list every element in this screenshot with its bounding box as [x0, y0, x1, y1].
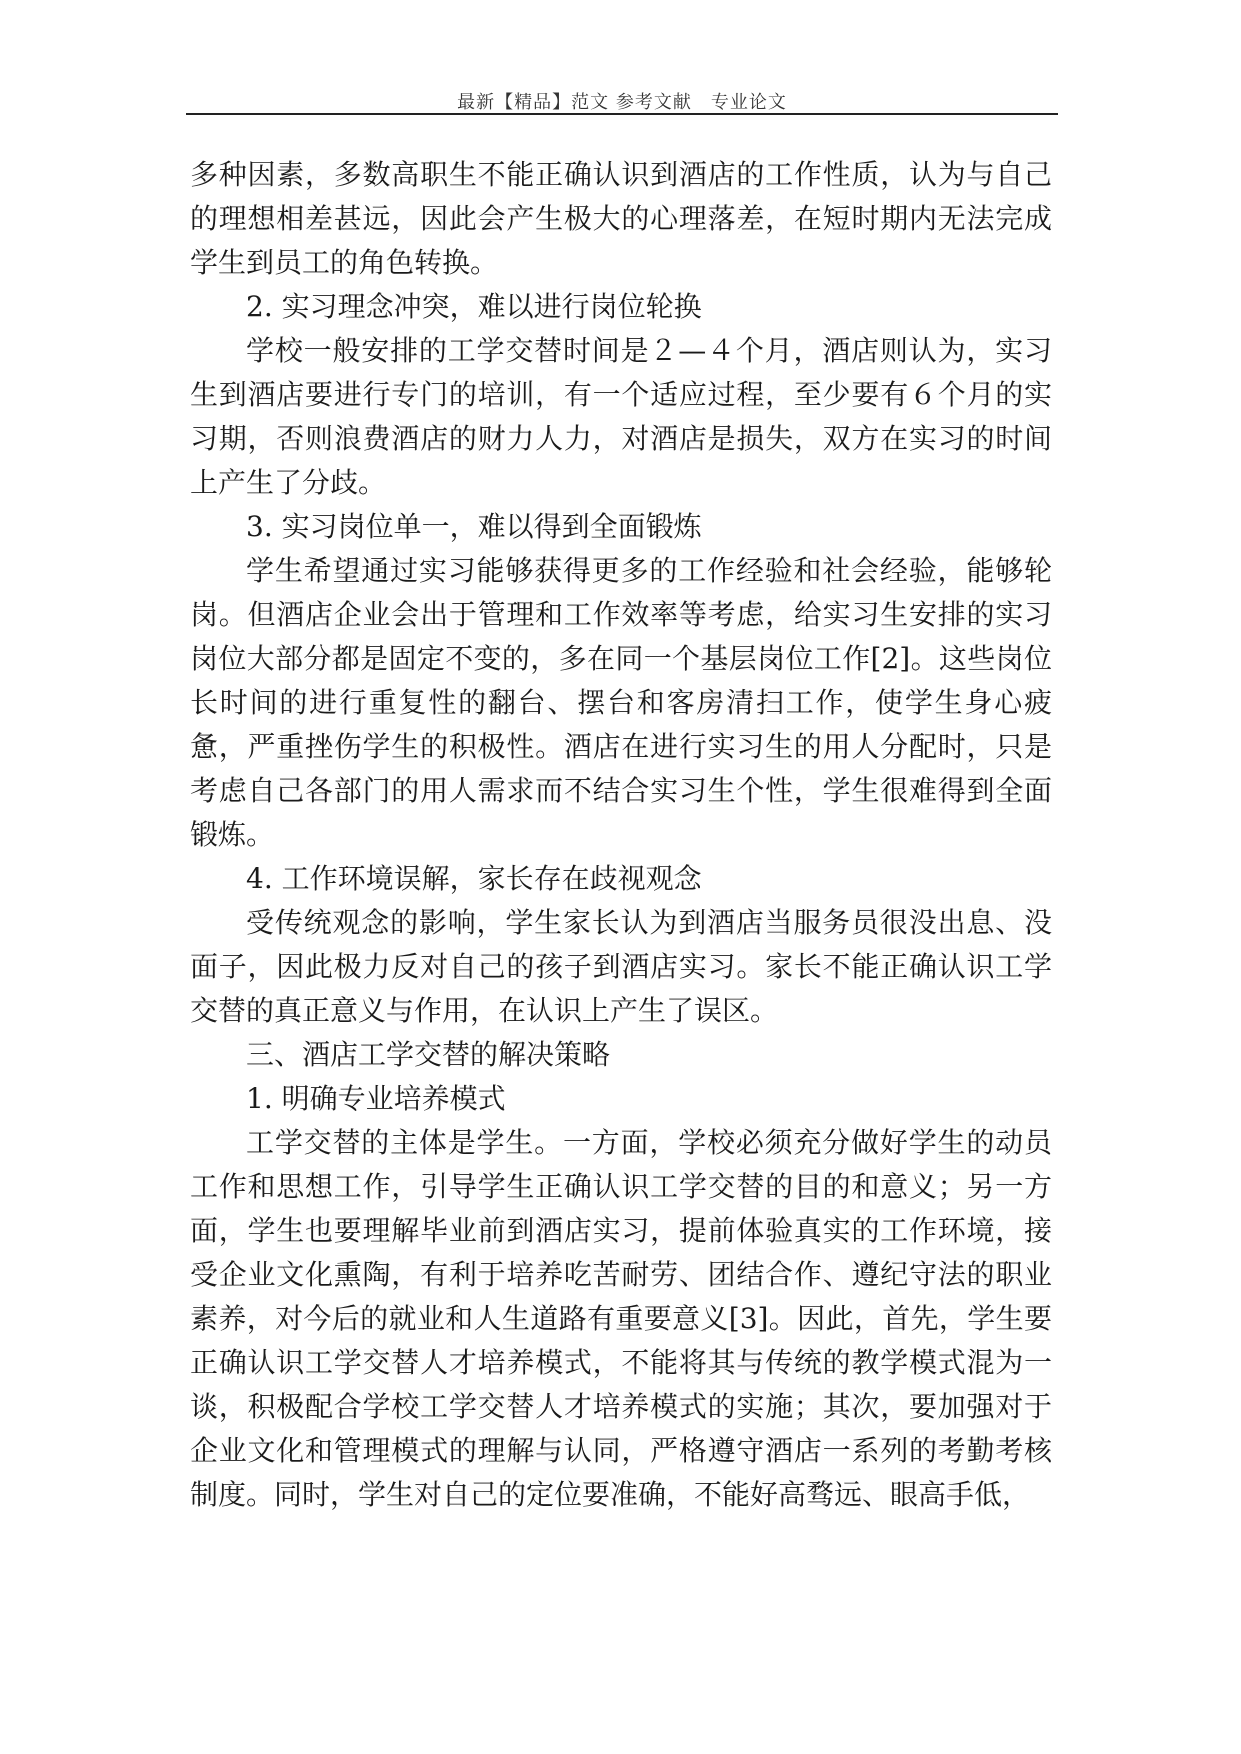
section-heading: 3. 实习岗位单一，难以得到全面锻炼 [246, 510, 702, 543]
paragraph: 学生希望通过实习能够获得更多的工作经验和社会经验，能够轮岗。但酒店企业会出于管理和工作效率等考虑，给实习生安排的实习岗位大部分都是固定不变的，多在同一个基层岗位工作[2]。这些岗位长时间的进行重复性的翻台、摆台和客房清扫工作，使学生身心疲惫，严重挫伤学生的积极性。酒店在进行实习生的用人分配时，只是考虑自己各部门的用人需求而不结合实习生个性，学生很难得到全面锻炼。 [190, 554, 1052, 851]
paragraph: 多种因素，多数高职生不能正确认识到酒店的工作性质，认为与自己的理想相差甚远，因此会产生极大的心理落差，在短时期内无法完成学生到员工的角色转换。 [190, 158, 1052, 279]
page-header: 最新【精品】范文 参考文献 专业论文 [457, 92, 787, 113]
document-body [190, 153, 1052, 1517]
paragraph: 工学交替的主体是学生。一方面，学校必须充分做好学生的动员工作和思想工作，引导学生正确认识工学交替的目的和意义；另一方面，学生也要理解毕业前到酒店实习，提前体验真实的工作环境，接受企业文化熏陶，有利于培养吃苦耐劳、团结合作、遵纪守法的职业素养，对今后的就业和人生道路有重要意义[3]。因此，首先，学生要正确认识工学交替人才培养模式，不能将其与传统的教学模式混为一谈，积极配合学校工学交替人才培养模式的实施；其次，要加强对于企业文化和管理模式的理解与认同，严格遵守酒店一系列的考勤考核制度。同时，学生对自己的定位要准确，不能好高骛远、眼高手低， [190, 1126, 1052, 1511]
paragraph: 受传统观念的影响，学生家长认为到酒店当服务员很没出息、没面子，因此极力反对自己的孩子到酒店实习。家长不能正确认识工学交替的真正意义与作用，在认识上产生了误区。 [190, 906, 1052, 1027]
header-rule [186, 113, 1058, 115]
chapter-heading: 三、酒店工学交替的解决策略 [246, 1038, 611, 1071]
section-heading: 4. 工作环境误解，家长存在歧视观念 [246, 862, 702, 895]
section-heading: 1. 明确专业培养模式 [246, 1082, 506, 1115]
section-heading: 2. 实习理念冲突，难以进行岗位轮换 [246, 290, 702, 323]
paragraph: 学校一般安排的工学交替时间是２—４个月，酒店则认为，实习生到酒店要进行专门的培训，有一个适应过程，至少要有６个月的实习期，否则浪费酒店的财力人力，对酒店是损失，双方在实习的时间上产生了分歧。 [190, 334, 1052, 499]
